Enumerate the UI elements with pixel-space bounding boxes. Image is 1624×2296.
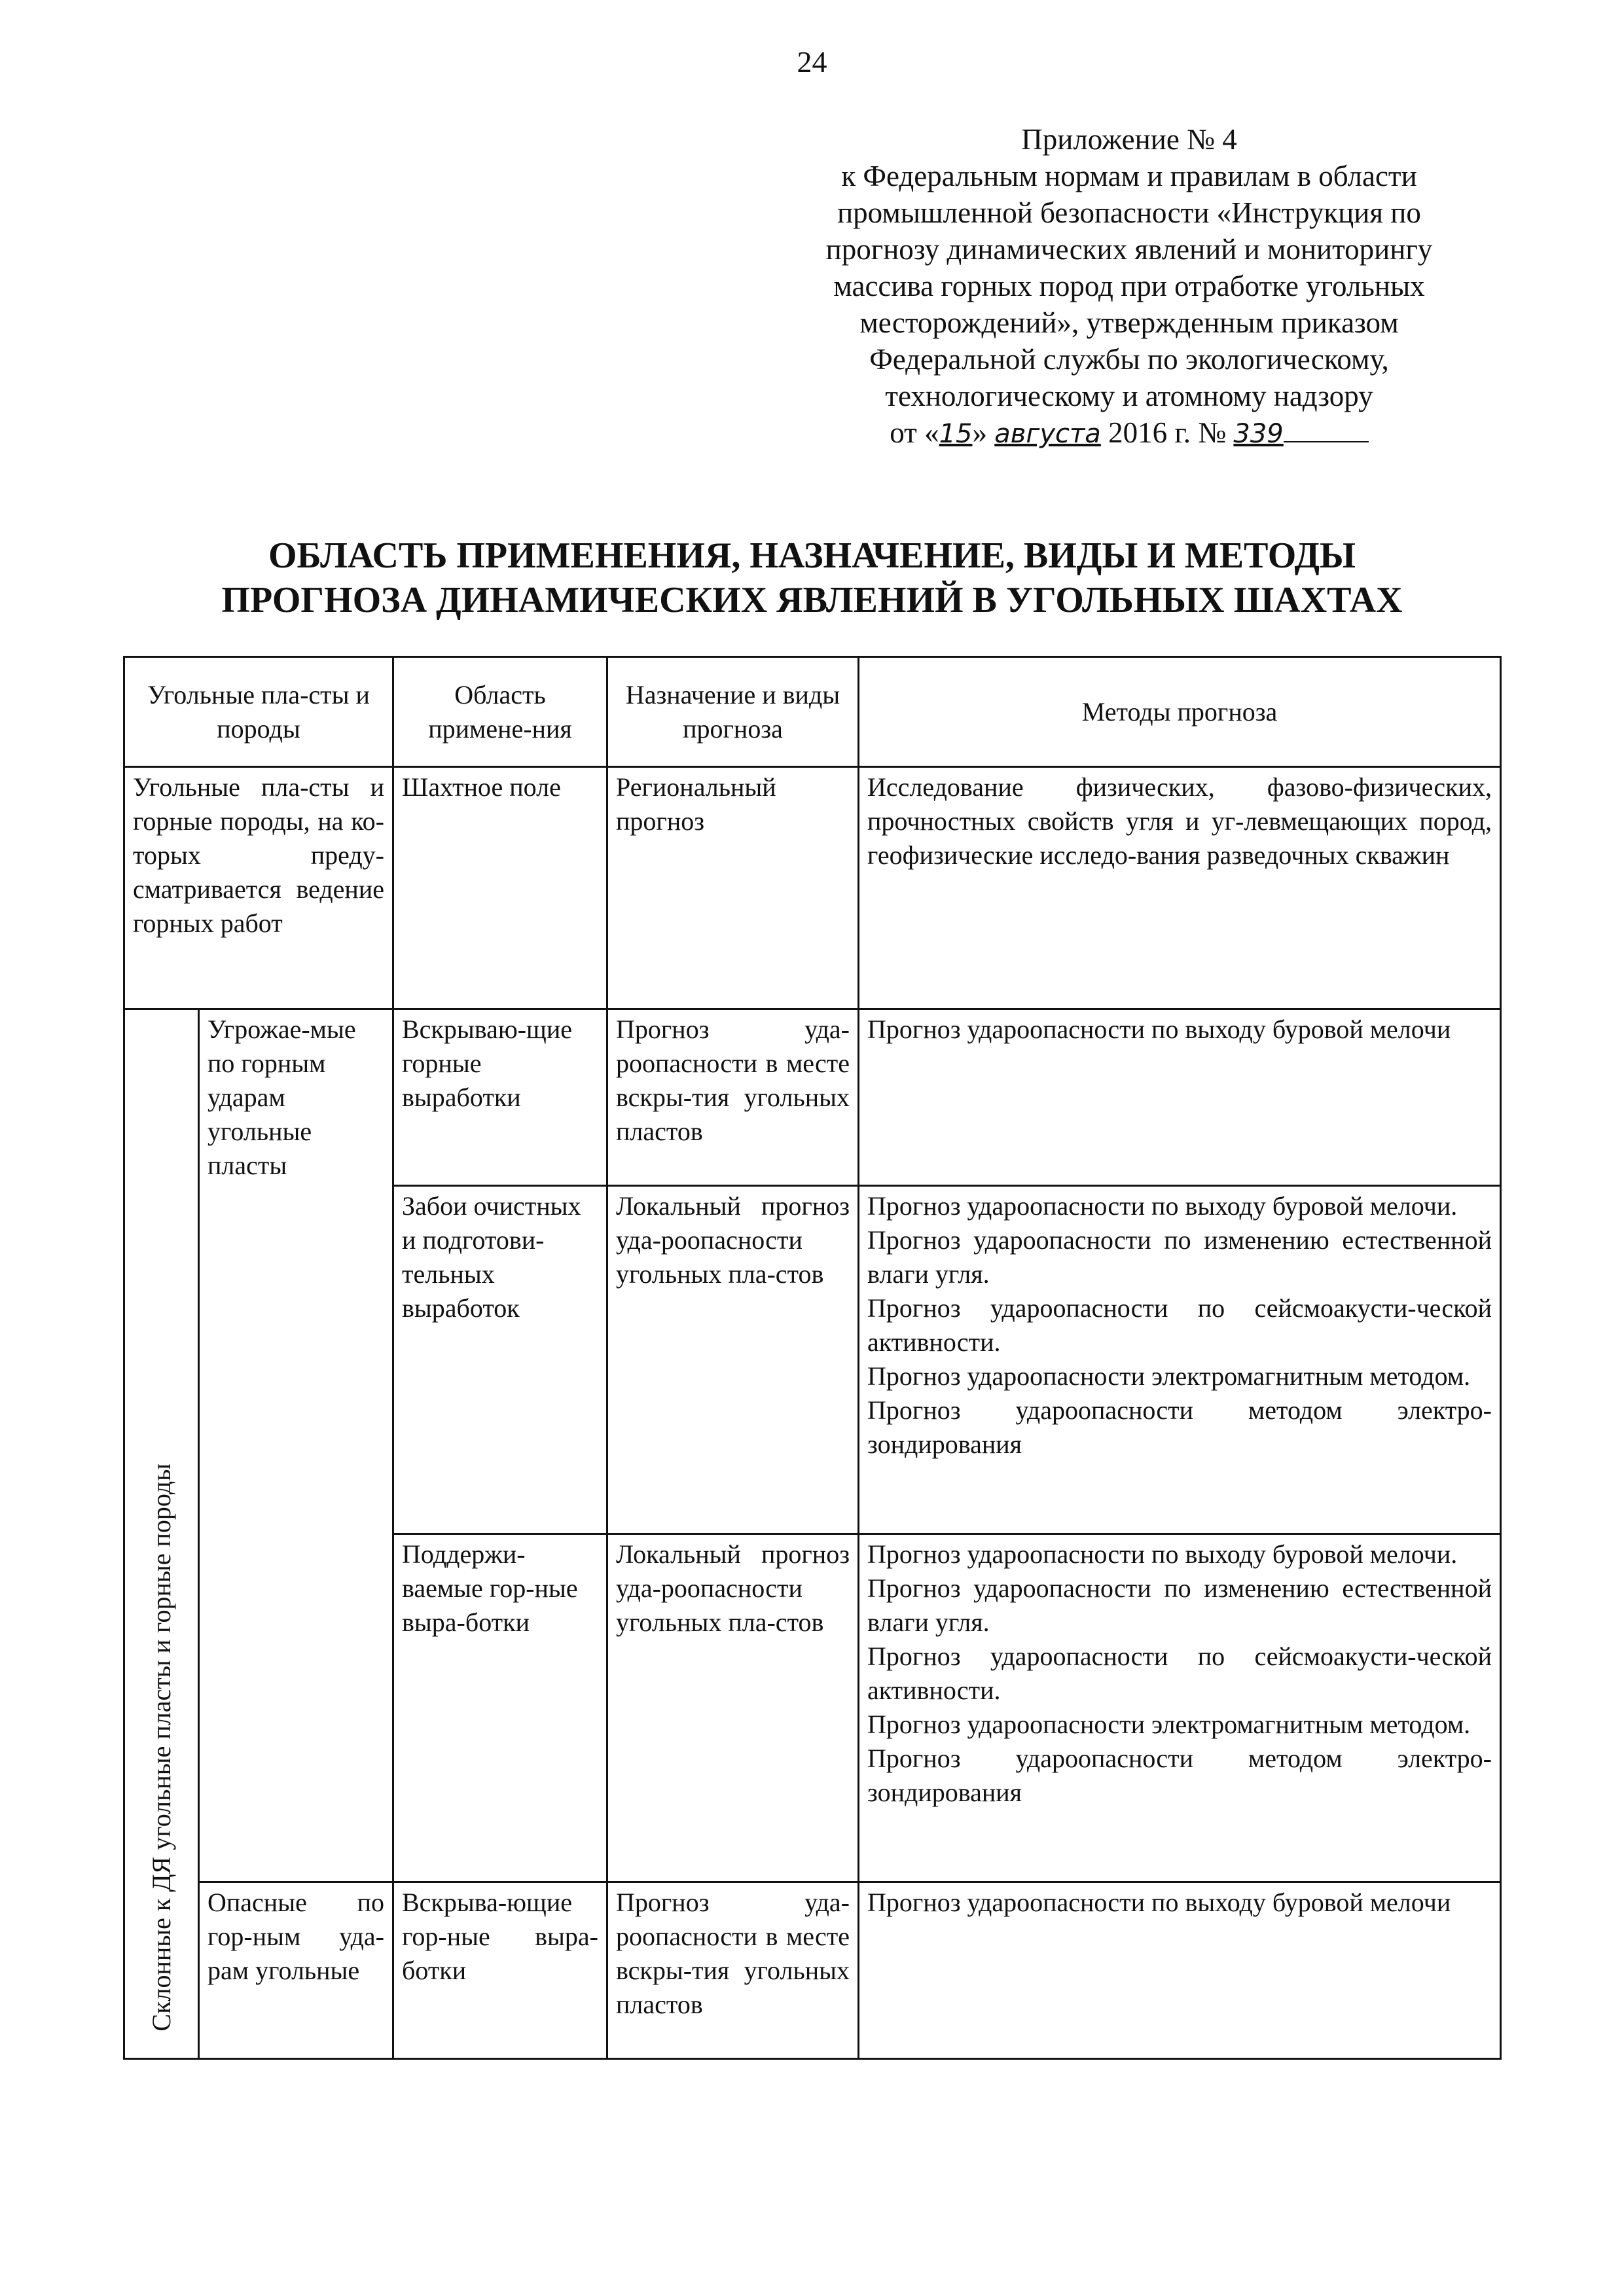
purpose-cell: Прогноз уда-роопасности в месте вскры-тия угольных пластов bbox=[607, 1882, 859, 2059]
method-item: Прогноз удароопасности по сейсмоакусти-ческой активности. bbox=[867, 1641, 1492, 1705]
appendix-line: промышленной безопасности «Инструкция по bbox=[837, 196, 1421, 229]
methods-cell bbox=[859, 1009, 1501, 1186]
method-item: Прогноз удароопасности по выходу буровой мелочи bbox=[867, 1888, 1451, 1917]
header-seams: Угольные пла-сты и породы bbox=[124, 657, 393, 767]
method-item: Прогноз удароопасности электромагнитным методом. bbox=[867, 1361, 1471, 1391]
appendix-header bbox=[753, 121, 1506, 452]
category-cell: Угрожае-мые по горным ударам угольные пласты bbox=[199, 1009, 393, 1882]
area-cell: Вскрываю-щие горные выработки bbox=[393, 1009, 607, 1186]
method-item: Прогноз удароопасности электромагнитным методом. bbox=[867, 1710, 1471, 1739]
date-month: августа bbox=[994, 419, 1101, 449]
methods-cell: Исследование физических, фазово-физических, прочностных свойств угля и уг-левмещающих пород, геофизические исследо-вания разведочных скважин bbox=[859, 767, 1501, 1009]
vertical-label-cell bbox=[124, 1009, 199, 2059]
method-item: Прогноз удароопасности методом электро-зондирования bbox=[867, 1744, 1492, 1807]
date-day: 15 bbox=[939, 419, 973, 449]
appendix-line: месторождений», утвержденным приказом bbox=[859, 306, 1399, 339]
order-number: 339 bbox=[1233, 419, 1284, 449]
method-item: Прогноз удароопасности по выходу буровой мелочи bbox=[867, 1014, 1451, 1044]
purpose-cell: Региональный прогноз bbox=[607, 767, 859, 1009]
methods-cell bbox=[859, 1882, 1501, 2059]
area-cell: Вскрыва-ющие гор-ные выра-ботки bbox=[393, 1882, 607, 2059]
method-item: Прогноз удароопасности по изменению естественной влаги угля. bbox=[867, 1573, 1492, 1637]
method-item: Прогноз удароопасности по сейсмоакусти-ческой активности. bbox=[867, 1293, 1492, 1357]
table-row bbox=[124, 767, 1501, 1009]
date-mid: » bbox=[972, 416, 995, 449]
seams-cell: Угольные пла-сты и горные породы, на ко-торых преду-сматривается ведение горных работ bbox=[124, 767, 393, 1009]
methods-cell bbox=[859, 1534, 1501, 1882]
method-item: Прогноз удароопасности по изменению естественной влаги угля. bbox=[867, 1225, 1492, 1289]
order-number-underline bbox=[1284, 416, 1369, 442]
date-year: 2016 г. № bbox=[1100, 416, 1234, 449]
purpose-cell: Прогноз уда-роопасности в месте вскры-тия угольных пластов bbox=[607, 1009, 859, 1186]
vertical-label: Склонные к ДЯ угольные пласты и горные породы bbox=[146, 1463, 176, 2032]
methods-cell bbox=[859, 1186, 1501, 1534]
appendix-line: к Федеральным нормам и правилам в области bbox=[841, 160, 1417, 192]
forecast-table bbox=[123, 656, 1502, 2060]
appendix-line: прогнозу динамических явлений и мониторингу bbox=[825, 233, 1433, 266]
method-item: Прогноз удароопасности методом электро-зондирования bbox=[867, 1395, 1492, 1459]
purpose-cell: Локальный прогноз уда-роопасности угольных пла-стов bbox=[607, 1186, 859, 1534]
appendix-line: Приложение № 4 bbox=[1021, 123, 1237, 156]
document-title bbox=[0, 533, 1624, 622]
header-methods: Методы прогноза bbox=[859, 657, 1501, 767]
appendix-line: технологическому и атомному надзору bbox=[885, 380, 1373, 412]
header-area: Область примене-ния bbox=[393, 657, 607, 767]
appendix-line: Федеральной службы по экологическому, bbox=[869, 343, 1389, 376]
area-cell: Поддержи-ваемые гор-ные выра-ботки bbox=[393, 1534, 607, 1882]
method-item: Прогноз удароопасности по выходу буровой мелочи. bbox=[867, 1539, 1458, 1569]
table-header-row bbox=[124, 657, 1501, 767]
purpose-cell: Локальный прогноз уда-роопасности угольных пла-стов bbox=[607, 1534, 859, 1882]
header-purpose: Назначение и виды прогноза bbox=[607, 657, 859, 767]
method-item: Прогноз удароопасности по выходу буровой мелочи. bbox=[867, 1191, 1458, 1221]
appendix-date-line bbox=[753, 414, 1506, 452]
page-number: 24 bbox=[797, 45, 827, 79]
date-prefix: от « bbox=[890, 416, 939, 449]
category-cell: Опасные по гор-ным уда-рам угольные bbox=[199, 1882, 393, 2059]
appendix-line: массива горных пород при отработке угольных bbox=[833, 270, 1425, 302]
area-cell: Шахтное поле bbox=[393, 767, 607, 1009]
table-row bbox=[124, 1009, 1501, 1186]
title-line: ОБЛАСТЬ ПРИМЕНЕНИЯ, НАЗНАЧЕНИЕ, ВИДЫ И МЕТОДЫ bbox=[268, 535, 1356, 576]
title-line: ПРОГНОЗА ДИНАМИЧЕСКИХ ЯВЛЕНИЙ В УГОЛЬНЫХ ШАХТАХ bbox=[221, 580, 1403, 620]
area-cell: Забои очистных и подготови-тельных выработок bbox=[393, 1186, 607, 1534]
table-row bbox=[124, 1882, 1501, 2059]
